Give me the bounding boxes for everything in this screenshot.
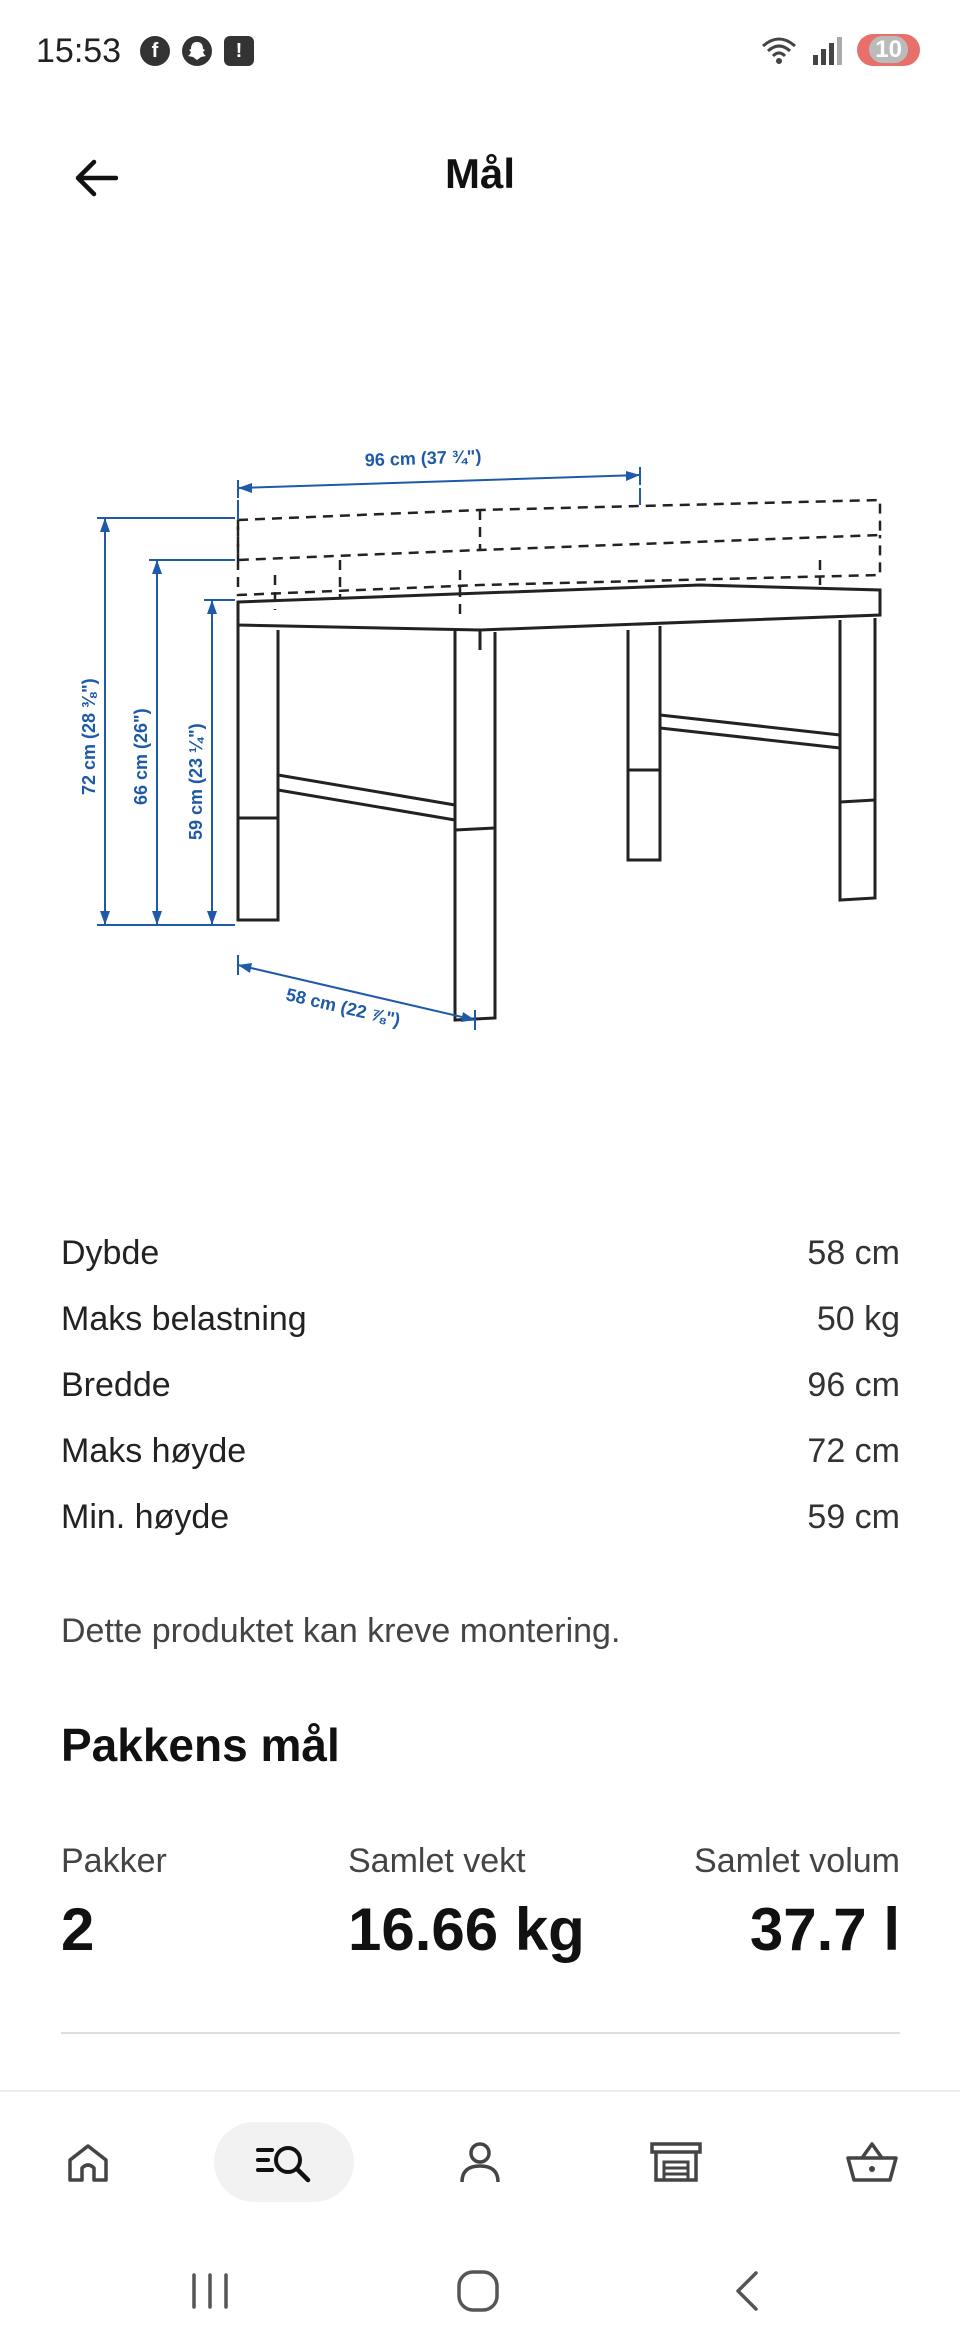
packages-stat (61, 1842, 167, 1964)
volume-label: Samlet volum (694, 1842, 900, 1880)
weight-stat (348, 1842, 585, 1964)
packages-value: 2 (61, 1896, 95, 1963)
home-system-button[interactable] (438, 2256, 518, 2326)
height-max-label: 72 cm (28 ⅜") (79, 678, 99, 795)
spec-label: Maks belastning (61, 1299, 307, 1338)
wifi-icon (759, 34, 799, 66)
spec-label: Min. høyde (61, 1497, 230, 1536)
nav-store[interactable] (636, 2122, 716, 2202)
recents-icon (188, 2271, 232, 2311)
spec-label: Bredde (61, 1365, 171, 1404)
assembly-note: Dette produktet kan kreve montering. (61, 1612, 621, 1650)
nav-home[interactable] (48, 2122, 128, 2202)
status-time: 15:53 (36, 32, 122, 70)
search-icon (254, 2138, 314, 2186)
spec-list (61, 1220, 900, 1550)
depth-label: 58 cm (22 ⅞") (284, 984, 403, 1031)
battery-icon (857, 34, 920, 66)
spec-row (61, 1484, 900, 1550)
back-chevron-icon (728, 2269, 768, 2313)
signal-icon (811, 35, 845, 65)
spec-value: 50 kg (816, 1299, 900, 1338)
system-nav (0, 2240, 960, 2347)
height-mid-label: 66 cm (26") (131, 708, 151, 805)
spec-row (61, 1286, 900, 1352)
battery-level: 10 (869, 36, 908, 63)
recents-button[interactable] (170, 2256, 250, 2326)
header (0, 130, 960, 220)
facebook-icon: f (140, 36, 170, 66)
spec-label: Dybde (61, 1233, 160, 1272)
spec-row (61, 1418, 900, 1484)
store-icon (648, 2138, 704, 2186)
nav-basket[interactable] (832, 2122, 912, 2202)
snapchat-icon (182, 36, 212, 66)
basket-icon (844, 2138, 900, 2186)
package-section-title: Pakkens mål (61, 1719, 340, 1771)
spec-value: 59 cm (807, 1497, 900, 1536)
volume-stat (694, 1842, 900, 1964)
home-circle-icon (455, 2268, 501, 2314)
spec-value: 96 cm (807, 1365, 900, 1404)
bottom-nav (0, 2092, 960, 2232)
weight-label: Samlet vekt (348, 1842, 526, 1880)
status-icons-left (140, 36, 254, 66)
profile-icon (456, 2138, 504, 2186)
nav-profile[interactable] (440, 2122, 520, 2202)
height-min-label: 59 cm (23 ¼") (186, 723, 206, 840)
alert-icon: ! (224, 36, 254, 66)
spec-row (61, 1220, 900, 1286)
divider (61, 2032, 900, 2034)
back-system-button[interactable] (708, 2256, 788, 2326)
spec-label: Maks høyde (61, 1431, 247, 1470)
spec-value: 58 cm (807, 1233, 900, 1272)
width-label: 96 cm (37 ¾") (364, 446, 482, 471)
dimension-diagram (60, 420, 900, 1060)
nav-search[interactable] (214, 2122, 354, 2202)
packages-label: Pakker (61, 1842, 167, 1880)
page-title: Mål (444, 150, 515, 197)
spec-row (61, 1352, 900, 1418)
spec-value: 72 cm (807, 1431, 900, 1470)
home-icon (64, 2138, 112, 2186)
status-icons-right (759, 34, 920, 66)
status-bar (0, 0, 960, 110)
volume-value: 37.7 l (749, 1896, 900, 1963)
weight-value: 16.66 kg (348, 1896, 585, 1963)
